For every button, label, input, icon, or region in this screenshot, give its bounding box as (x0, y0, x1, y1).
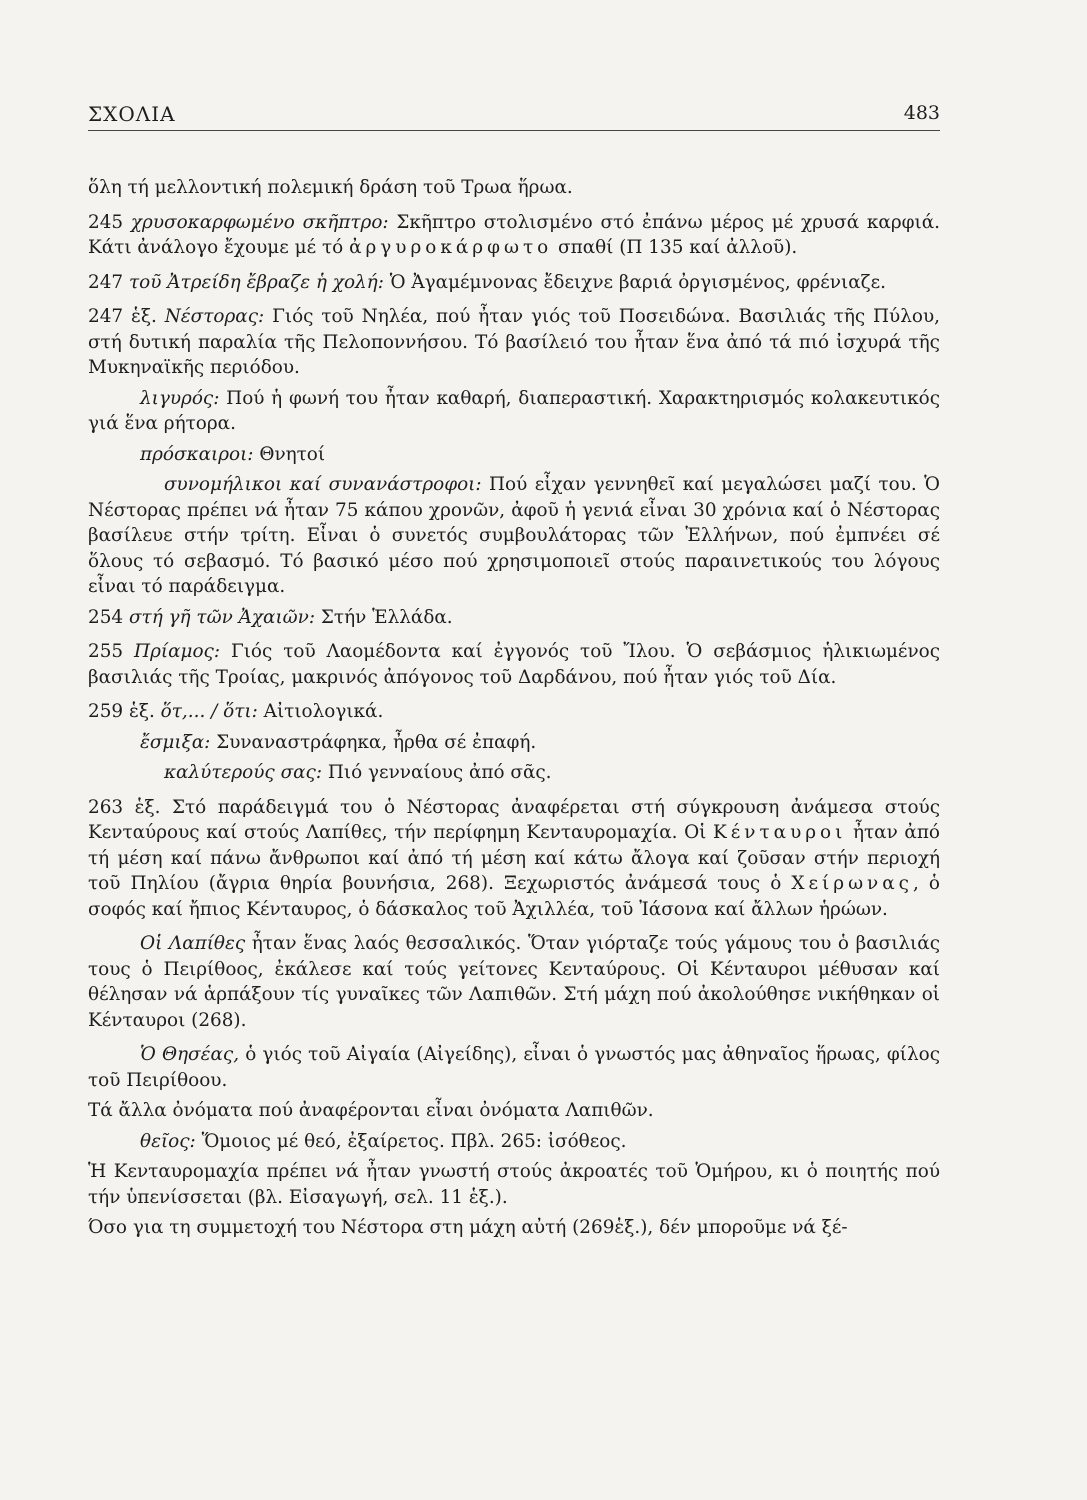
lemma: λιγυρός: (140, 387, 220, 409)
lemma: καλύτερούς σας: (164, 762, 323, 783)
paragraph-text: Τά ἄλλα ὀνόματα πού ἀναφέρονται εἶναι ὀνόματα Λαπιθῶν. (88, 1100, 654, 1121)
paragraph-text: Πιό γενναίους ἀπό σᾶς. (322, 762, 552, 783)
line-ref: 254 (88, 606, 124, 628)
lemma: Νέστορας: (164, 306, 265, 327)
spaced-term: ἀργυροκάρφωτο (349, 237, 553, 258)
paragraph-text: ὅλη τή μελλοντική πολεμική δράση τοῦ Τρωα ἥρωα. (88, 177, 573, 198)
paragraph-text: Ὁ Ἀγαμέμνονας ἔδειχνε βαριά ὀργισμένος, φρένιαζε. (383, 271, 886, 293)
lemma: ἔσμιξα: (140, 731, 211, 753)
scholion-kalyterous (88, 760, 940, 786)
lemma: ὅτ,... / ὅτι: (160, 701, 258, 722)
paragraph-text: Αἰτιολογικά. (257, 701, 384, 722)
paragraph (88, 175, 940, 201)
page-number: 483 (903, 102, 940, 124)
scholion-245 (88, 210, 940, 261)
document-page (88, 100, 940, 1480)
lemma: συνομήλικοι καί συνανάστροφοι: (164, 474, 482, 495)
line-ref: 263 ἑξ. (88, 796, 161, 818)
scholion-theios (88, 1129, 940, 1155)
scholion-247 (88, 270, 940, 296)
scholion-synomilikoi (88, 472, 940, 600)
scholion-255 (88, 639, 940, 690)
paragraph (88, 1215, 940, 1241)
lemma: θεῖος: (140, 1130, 196, 1152)
paragraph-text: ὁ γιός τοῦ Αἰγαία (Αἰγείδης), εἶναι ὁ γνωστός μας ἀθηναῖος ἥρωας, φίλος τοῦ Πειρίθοου. (88, 1044, 940, 1091)
lemma: πρόσκαιροι: (140, 443, 254, 465)
paragraph-text: Σκῆπτρο στολισμένο στό ἐπάνω μέρος μέ χρυσά καρφιά. Κάτι ἀνάλογο ἔχουμε μέ τό (88, 211, 940, 258)
line-ref: 247 (88, 271, 124, 293)
paragraph-text: Στήν Ἑλλάδα. (315, 606, 453, 628)
paragraph-text: ἦταν ἕνας λαός θεσσαλικός. Ὅταν γιόρταζε τούς γάμους του ὁ βασιλιάς τους ὁ Πειρίθοος, ἐκάλεσε καί τούς γείτονες Κενταύρους. Οἱ Κένταυροι μέθυσαν καί θέλησαν νά ἁρπάξουν τίς γυναῖκες τῶν Λαπιθῶν. Στή μάχη πού ἀκολούθησε νικήθηκαν οἱ Κένταυροι (268). (88, 933, 940, 1031)
line-ref: 255 (88, 641, 124, 662)
scholion-ligyros (88, 386, 940, 437)
lemma: στή γῆ τῶν Ἀχαιῶν: (128, 606, 316, 628)
lemma: χρυσοκαρφωμένο σκῆπτρο: (130, 211, 389, 233)
spaced-term: Κένταυροι (713, 822, 847, 843)
paragraph-text: σπαθί (Π 135 καί ἀλλοῦ). (552, 237, 798, 258)
paragraph-text: Στό παράδειγμά του ὁ Νέστορας ἀναφέρεται στή σύγκρουση ἀνάμεσα στούς Κενταύρους καί στούς Λαπίθες, τήν περίφημη Κενταυρομαχία. Οἱ (88, 796, 940, 843)
line-ref: 259 ἑξ. (88, 701, 155, 722)
lemma: Οἱ Λαπίθες (140, 933, 246, 954)
scholion-247ff (88, 304, 940, 381)
paragraph-text: Γιός τοῦ Νηλέα, πού ἦταν γιός τοῦ Ποσειδώνα. Βασιλιάς τῆς Πύλου, στή δυτική παραλία τῆς Πελοποννήσου. Τό βασίλειό του ἦταν ἕνα ἀπό τά πιό ἰσχυρά τῆς Μυκηναϊκῆς περιόδου. (88, 306, 940, 378)
scholion-theseas (88, 1042, 940, 1093)
paragraph-text: Πού εἶχαν γεννηθεῖ καί μεγαλώσει μαζί του. Ὁ Νέστορας πρέπει νά ἦταν 75 κάπου χρονῶν, ἀφοῦ ἡ γενιά εἶναι 30 χρόνια καί ὁ Νέστορας βασίλευε στήν τρίτη. Εἶναι ὁ συνετός συμβουλάτορας τῶν Ἑλλήνων, πού ἐμπνέει σέ ὅλους τό σεβασμό. Τό βασικό μέσο πού χρησιμοποιεῖ στούς παραινετικούς του λόγους εἶναι τό παράδειγμα. (88, 474, 940, 597)
paragraph (88, 1098, 940, 1124)
scholion-esmixa (88, 730, 940, 756)
spaced-term: Χείρωνας (791, 873, 913, 894)
lemma: Ὁ Θησέας, (140, 1044, 240, 1065)
paragraph-text: Συναναστράφηκα, ἦρθα σέ ἐπαφή. (210, 731, 537, 753)
paragraph-text: Ὅμοιος μέ θεό, ἐξαίρετος. Πβλ. 265: ἰσόθεος. (195, 1130, 627, 1152)
paragraph-text: ἦταν ἀπό τή μέση καί πάνω ἄνθρωποι καί ἀπό τή μέση καί κάτω ἄλογα καί ζοῦσαν στήν περιοχή τοῦ Πηλίου (ἄγρια θηρία βουνήσια, 268). Ξεχωριστός ἀνάμεσά τους ὁ (88, 822, 940, 894)
scholion-lapithes (88, 931, 940, 1033)
scholion-259ff (88, 699, 940, 725)
paragraph-text: Θνητοί (253, 443, 326, 465)
paragraph-text: Όσο για τη συμμετοχή του Νέστορα στη μάχη αὐτή (269ἑξ.), δέν μποροῦμε νά ξέ- (88, 1217, 848, 1238)
paragraph-text: , ὁ σοφός καί ἤπιος Κένταυρος, ὁ δάσκαλος τοῦ Ἀχιλλέα, τοῦ Ἰάσονα καί ἄλλων ἡρώων. (88, 873, 940, 920)
lemma: τοῦ Ἀτρείδη ἔβραζε ἡ χολή: (128, 271, 384, 293)
line-ref: 247 ἑξ. (88, 306, 157, 327)
paragraph-text: Ἡ Κενταυρομαχία πρέπει νά ἦταν γνωστή στούς ἀκροατές τοῦ Ὁμήρου, κι ὁ ποιητής πού τήν ὑπενίσσεται (βλ. Εἰσαγωγή, σελ. 11 ἑξ.). (88, 1161, 940, 1208)
scholion-254 (88, 605, 940, 631)
scholion-263ff (88, 795, 940, 923)
page-header (88, 100, 940, 131)
paragraph-text: Γιός τοῦ Λαομέδοντα καί ἐγγονός τοῦ Ἴλου. Ὁ σεβάσμιος ἡλικιωμένος βασιλιάς τῆς Τροίας, μακρινός ἀπόγονος τοῦ Δαρδάνου, πού ἦταν γιός τοῦ Δία. (88, 641, 940, 688)
running-head: ΣΧΟΛΙΑ (88, 102, 176, 126)
scholion-proskairoi (88, 442, 940, 468)
page-body (88, 175, 940, 1241)
lemma: Πρίαμος: (134, 641, 221, 662)
paragraph-text: Πού ἡ φωνή του ἦταν καθαρή, διαπεραστική. Χαρακτηρισμός κολακευτικός γιά ἕνα ρήτορα. (88, 387, 940, 434)
paragraph (88, 1159, 940, 1210)
line-ref: 245 (88, 211, 124, 233)
